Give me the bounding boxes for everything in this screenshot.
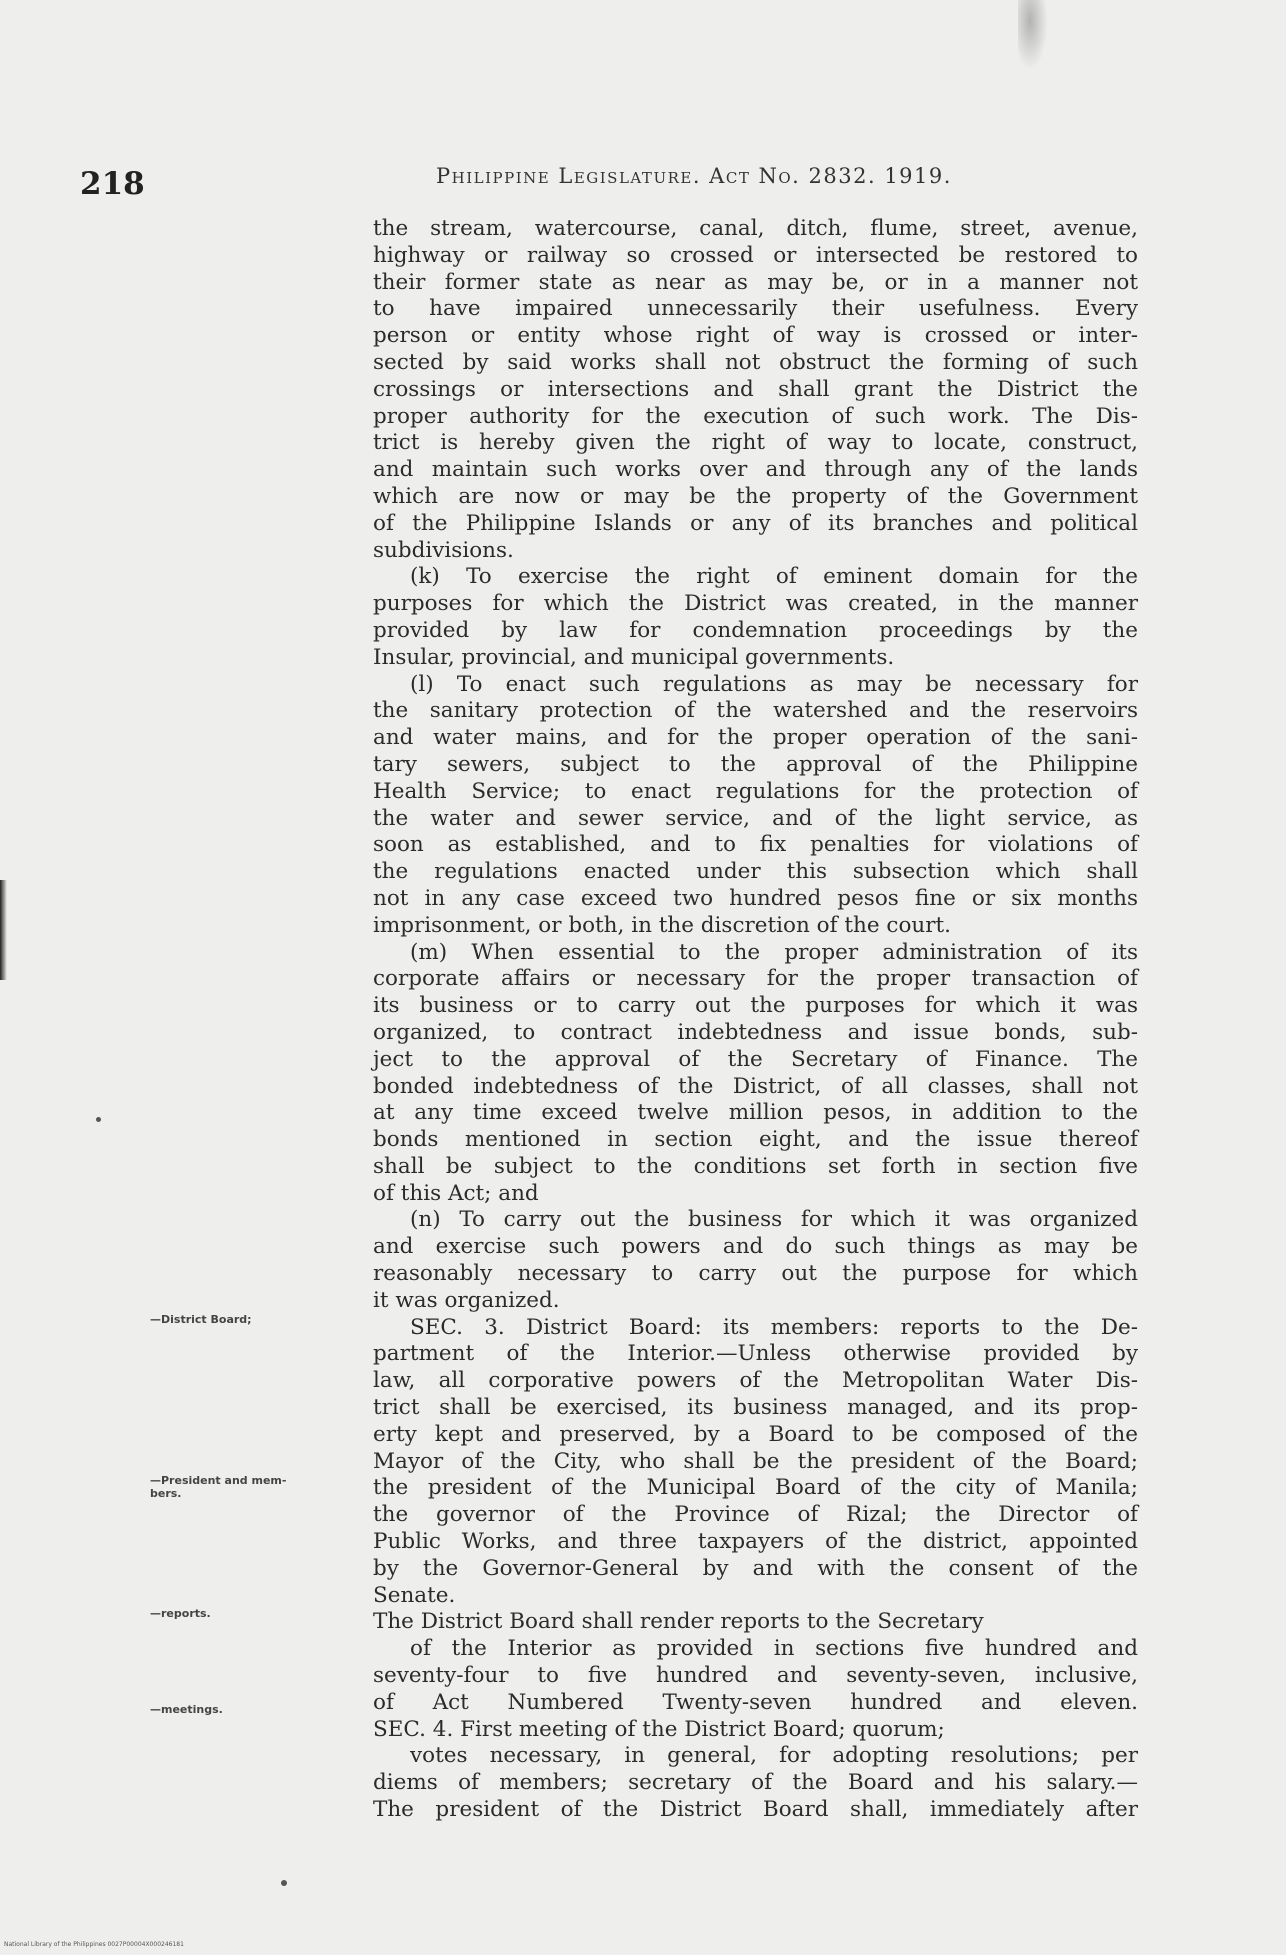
text-line: SEC. 3. District Board: its members: reports to the De- [410, 1314, 1138, 1340]
binding-shadow [0, 880, 7, 980]
text-line: of Act Numbered Twenty-seven hundred and eleven. [373, 1689, 1138, 1715]
text-line: crossings or intersections and shall grant the District the [373, 376, 1138, 402]
text-line: Insular, provincial, and municipal governments. [373, 644, 895, 670]
text-line: proper authority for the execution of such work. The Dis- [373, 403, 1138, 429]
scan-credit: National Library of the Philippines 0027P00004X000246181 [4, 1941, 184, 1948]
text-line: highway or railway so crossed or intersected be restored to [373, 242, 1138, 268]
text-line: erty kept and preserved, by a Board to be composed of the [373, 1421, 1138, 1447]
text-line: (l) To enact such regulations as may be necessary for [410, 671, 1138, 697]
text-line: the regulations enacted under this subsection which shall [373, 859, 1138, 885]
text-line: subdivisions. [373, 537, 514, 563]
text-line: Senate. [373, 1582, 456, 1608]
scan-speck [96, 1117, 101, 1122]
text-line: reasonably necessary to carry out the purpose for which [373, 1261, 1138, 1287]
text-line: the water and sewer service, and of the light service, as [373, 805, 1138, 831]
text-line: purposes for which the District was created, in the manner [373, 591, 1138, 617]
text-line: partment of the Interior.—Unless otherwise provided by [373, 1341, 1138, 1367]
text-line: which are now or may be the property of the Government [373, 483, 1138, 509]
text-line: provided by law for condemnation proceedings by the [373, 617, 1138, 643]
text-line: the stream, watercourse, canal, ditch, flume, street, avenue, [373, 216, 1138, 241]
text-line: the president of the Municipal Board of the city of Manila; [373, 1475, 1138, 1501]
text-line: (k) To exercise the right of eminent domain for the [410, 564, 1138, 590]
text-line: (m) When essential to the proper administration of its [410, 939, 1138, 965]
text-line: (n) To carry out the business for which it was organized [410, 1207, 1138, 1233]
text-line: of the Philippine Islands or any of its branches and political [373, 510, 1138, 536]
text-line: bonds mentioned in section eight, and the issue thereof [373, 1127, 1138, 1153]
text-line: sected by said works shall not obstruct the forming of such [373, 349, 1138, 375]
margin-note-district-board: —District Board; [150, 1313, 252, 1326]
page-number: 218 [80, 166, 145, 202]
text-line: of this Act; and [373, 1180, 539, 1206]
text-line: organized, to contract indebtedness and issue bonds, sub- [373, 1019, 1138, 1045]
text-line: Health Service; to enact regulations for the protection of [373, 778, 1138, 804]
margin-note-president-members: —President and mem- bers. [150, 1474, 287, 1500]
text-line: person or entity whose right of way is crossed or inter- [373, 323, 1138, 349]
text-line: Mayor of the City, who shall be the president of the Board; [373, 1448, 1138, 1474]
text-line: The president of the District Board shall, immediately after [373, 1797, 1138, 1823]
text-line: diems of members; secretary of the Board and his salary.— [373, 1770, 1138, 1796]
text-line: and maintain such works over and through any of the lands [373, 457, 1138, 483]
text-line: The District Board shall render reports to the Secretary [373, 1609, 984, 1635]
text-line: Public Works, and three taxpayers of the district, appointed [373, 1529, 1138, 1555]
running-head: Philippine Legislature. Act No. 2832. 1919. [436, 164, 952, 188]
text-line: and exercise such powers and do such things as may be [373, 1234, 1138, 1260]
text-line: it was organized. [373, 1287, 560, 1313]
body-text [373, 216, 1138, 1824]
text-line: SEC. 4. First meeting of the District Board; quorum; [373, 1716, 945, 1742]
text-line: shall be subject to the conditions set forth in section five [373, 1153, 1138, 1179]
text-line: trict shall be exercised, its business managed, and its prop- [373, 1395, 1138, 1421]
text-line: soon as established, and to fix penalties for violations of [373, 832, 1138, 858]
margin-note-reports: —reports. [150, 1607, 211, 1620]
text-line: of the Interior as provided in sections five hundred and [410, 1636, 1138, 1662]
text-line: by the Governor-General by and with the consent of the [373, 1555, 1138, 1581]
text-line: the sanitary protection of the watershed and the reservoirs [373, 698, 1138, 724]
text-line: tary sewers, subject to the approval of the Philippine [373, 751, 1138, 777]
scan-smudge [1018, 0, 1048, 70]
text-line: at any time exceed twelve million pesos, in addition to the [373, 1100, 1138, 1126]
text-line: seventy-four to five hundred and seventy-seven, inclusive, [373, 1663, 1138, 1689]
text-line: law, all corporative powers of the Metropolitan Water Dis- [373, 1368, 1138, 1394]
text-line: trict is hereby given the right of way to locate, construct, [373, 430, 1138, 456]
text-line: votes necessary, in general, for adopting resolutions; per [410, 1743, 1138, 1769]
text-line: their former state as near as may be, or in a manner not [373, 269, 1138, 295]
text-line: its business or to carry out the purposes for which it was [373, 993, 1138, 1019]
margin-note-meetings: —meetings. [150, 1703, 223, 1716]
text-line: ject to the approval of the Secretary of Finance. The [373, 1046, 1138, 1072]
scan-speck [281, 1880, 287, 1886]
text-line: corporate affairs or necessary for the proper transaction of [373, 966, 1138, 992]
text-line: not in any case exceed two hundred pesos fine or six months [373, 885, 1138, 911]
text-line: and water mains, and for the proper operation of the sani- [373, 725, 1138, 751]
text-line: bonded indebtedness of the District, of all classes, shall not [373, 1073, 1138, 1099]
text-line: imprisonment, or both, in the discretion of the court. [373, 912, 952, 938]
text-line: to have impaired unnecessarily their usefulness. Every [373, 296, 1138, 322]
text-line: the governor of the Province of Rizal; the Director of [373, 1502, 1138, 1528]
